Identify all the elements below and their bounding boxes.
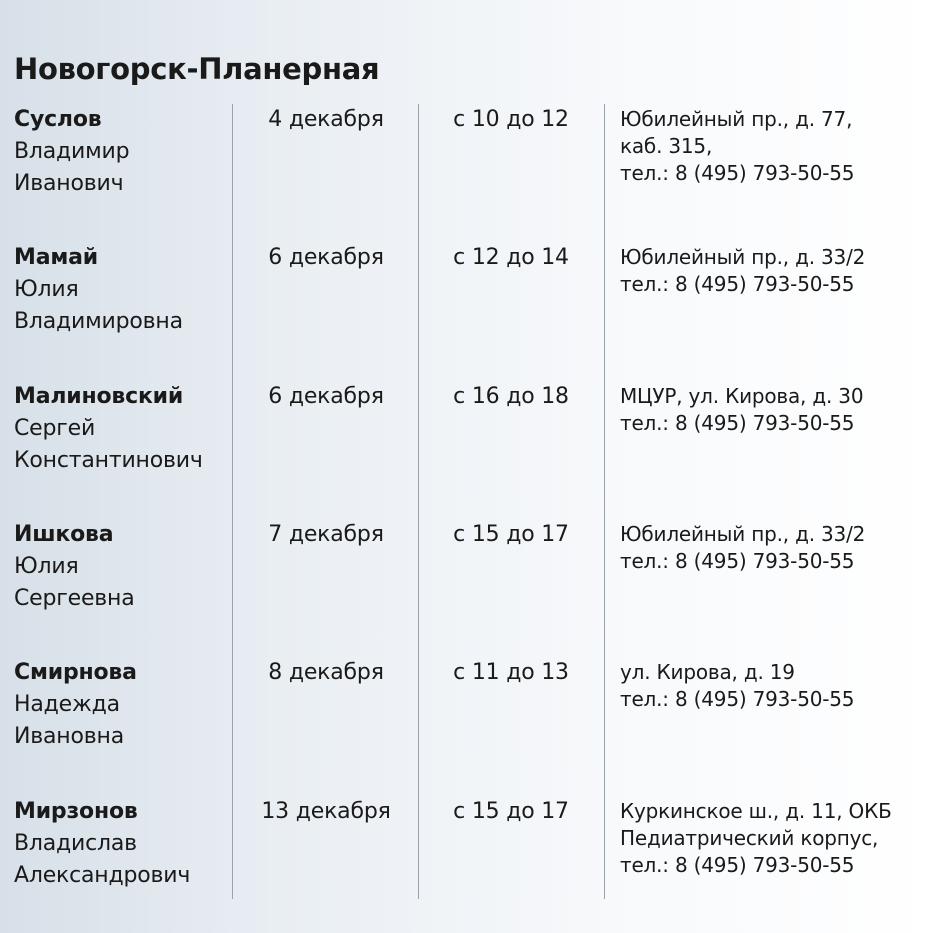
schedule-row bbox=[0, 242, 934, 372]
phone-line: тел.: 8 (495) 793-50-55 bbox=[620, 272, 855, 296]
phone-line: тел.: 8 (495) 793-50-55 bbox=[620, 161, 855, 185]
schedule-row bbox=[0, 519, 934, 649]
official-name bbox=[14, 796, 190, 892]
reception-time: с 15 до 17 bbox=[453, 522, 569, 547]
phone-line: тел.: 8 (495) 793-50-55 bbox=[620, 853, 855, 877]
reception-address bbox=[620, 383, 863, 437]
official-first-name: Владислав bbox=[14, 831, 137, 856]
official-name bbox=[14, 657, 137, 753]
page-title: Новогорск-Планерная bbox=[14, 52, 380, 86]
official-first-name: Сергей bbox=[14, 416, 96, 441]
official-patronymic: Владимировна bbox=[14, 309, 183, 334]
official-surname: Смирнова bbox=[14, 660, 137, 685]
reception-address bbox=[620, 798, 892, 879]
official-name bbox=[14, 104, 129, 200]
phone-line: тел.: 8 (495) 793-50-55 bbox=[620, 411, 855, 435]
official-patronymic: Александрович bbox=[14, 863, 191, 888]
reception-time: с 16 до 18 bbox=[453, 384, 569, 409]
address-line: Педиатрический корпус, bbox=[620, 826, 879, 850]
official-name bbox=[14, 242, 183, 338]
official-name bbox=[14, 519, 135, 615]
reception-date: 6 декабря bbox=[268, 384, 384, 409]
reception-date: 8 декабря bbox=[268, 660, 384, 685]
reception-date: 13 декабря bbox=[261, 799, 391, 824]
official-surname: Ишкова bbox=[14, 522, 114, 547]
official-first-name: Юлия bbox=[14, 277, 79, 302]
official-surname: Малиновский bbox=[14, 384, 184, 409]
reception-address bbox=[620, 106, 854, 187]
address-line: Юбилейный пр., д. 33/2 bbox=[620, 245, 866, 269]
schedule-row bbox=[0, 381, 934, 511]
official-patronymic: Константинович bbox=[14, 448, 203, 473]
reception-address bbox=[620, 521, 865, 575]
phone-line: тел.: 8 (495) 793-50-55 bbox=[620, 549, 855, 573]
reception-date: 6 декабря bbox=[268, 245, 384, 270]
reception-time: с 10 до 12 bbox=[453, 107, 569, 132]
phone-line: тел.: 8 (495) 793-50-55 bbox=[620, 687, 855, 711]
address-line: ул. Кирова, д. 19 bbox=[620, 660, 795, 684]
reception-time: с 12 до 14 bbox=[453, 245, 569, 270]
official-patronymic: Сергеевна bbox=[14, 586, 135, 611]
address-line: МЦУР, ул. Кирова, д. 30 bbox=[620, 384, 864, 408]
official-surname: Мирзонов bbox=[14, 799, 138, 824]
reception-time: с 15 до 17 bbox=[453, 799, 569, 824]
address-line: каб. 315, bbox=[620, 134, 713, 158]
reception-time: с 11 до 13 bbox=[453, 660, 569, 685]
address-line: Юбилейный пр., д. 77, bbox=[620, 107, 853, 131]
schedule-row bbox=[0, 104, 934, 234]
official-first-name: Юлия bbox=[14, 554, 79, 579]
reception-date: 7 декабря bbox=[268, 522, 384, 547]
schedule-row bbox=[0, 657, 934, 787]
reception-address bbox=[620, 659, 854, 713]
reception-date: 4 декабря bbox=[268, 107, 384, 132]
official-first-name: Надежда bbox=[14, 692, 120, 717]
official-patronymic: Ивановна bbox=[14, 724, 124, 749]
schedule-row bbox=[0, 796, 934, 926]
official-surname: Суслов bbox=[14, 107, 102, 132]
address-line: Юбилейный пр., д. 33/2 bbox=[620, 522, 866, 546]
official-first-name: Владимир bbox=[14, 139, 130, 164]
official-patronymic: Иванович bbox=[14, 171, 124, 196]
address-line: Куркинское ш., д. 11, ОКБ bbox=[620, 799, 892, 823]
reception-address bbox=[620, 244, 865, 298]
official-surname: Мамай bbox=[14, 245, 98, 270]
official-name bbox=[14, 381, 203, 477]
